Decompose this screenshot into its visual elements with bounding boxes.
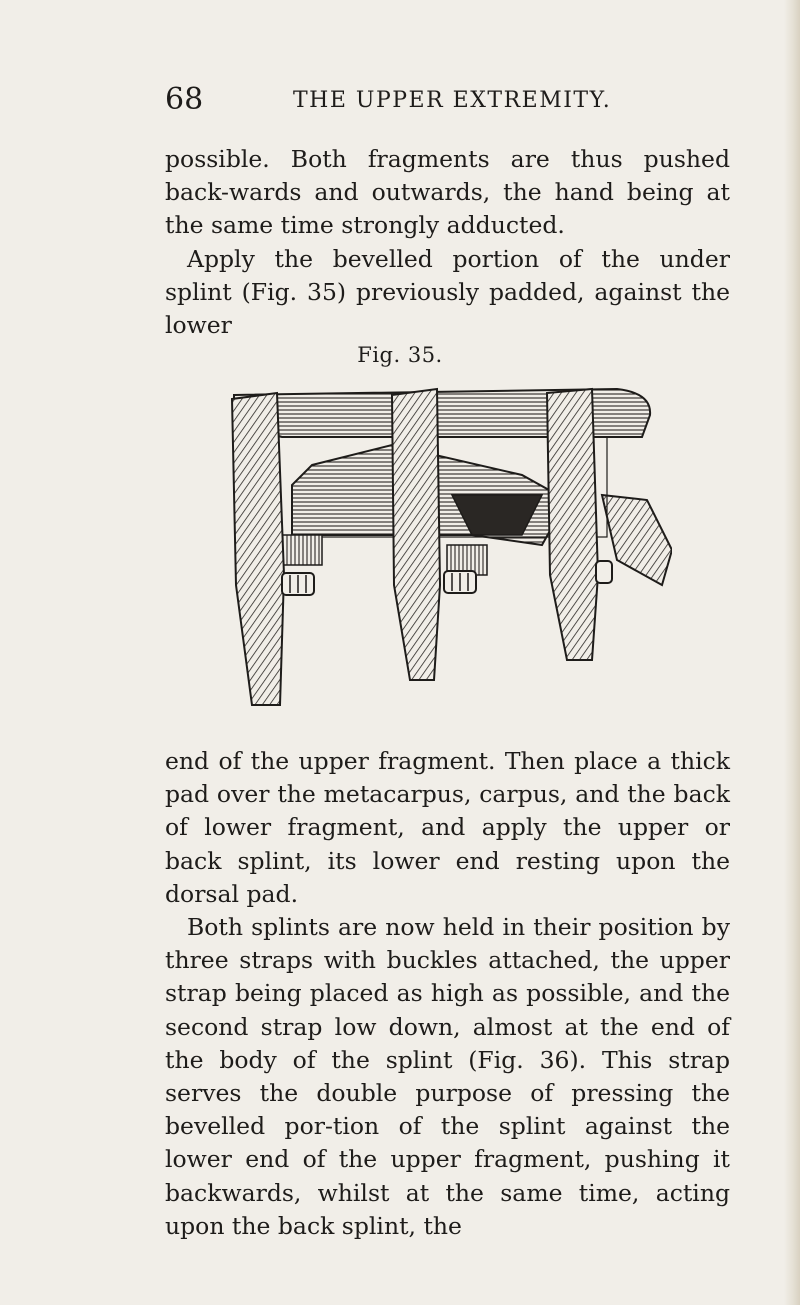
paragraph: Both splints are now held in their position by three straps with buckles attached, the upper strap being placed as high as possible, and the second strap low down, almost at the end of the body of the splint (Fig. 36). This strap serves the double purpose of pressing the bevelled por-tion of the splint against the lower end of the upper fragment, pushing it backwards, whilst at the same time, acting upon the back splint, the xyxy=(165,913,730,1240)
text-block-bottom xyxy=(165,745,730,1243)
page-header xyxy=(165,80,730,120)
paragraph: possible. Both fragments are thus pushed back-wards and outwards, the hand being at the same time strongly adducted. xyxy=(165,145,730,240)
strap-left xyxy=(232,393,284,705)
running-title: THE UPPER EXTREMITY. xyxy=(293,88,612,113)
paragraph: Apply the bevelled portion of the under splint (Fig. 35) previously padded, against the lower xyxy=(165,244,730,340)
splint-illustration xyxy=(222,385,672,715)
figure-caption: Fig. 35. xyxy=(357,343,443,367)
strap-middle xyxy=(392,389,440,680)
strap-right xyxy=(547,389,598,660)
buckle-right xyxy=(596,561,612,583)
paragraph: end of the upper fragment. Then place a thick pad over the metacarpus, carpus, and the back of lower fragment, and apply the upper or back splint, its lower end resting upon the dorsal pad. xyxy=(165,747,730,908)
page-edge-shadow xyxy=(784,0,800,1305)
text-block-top xyxy=(165,143,730,342)
page-number: 68 xyxy=(165,82,204,117)
